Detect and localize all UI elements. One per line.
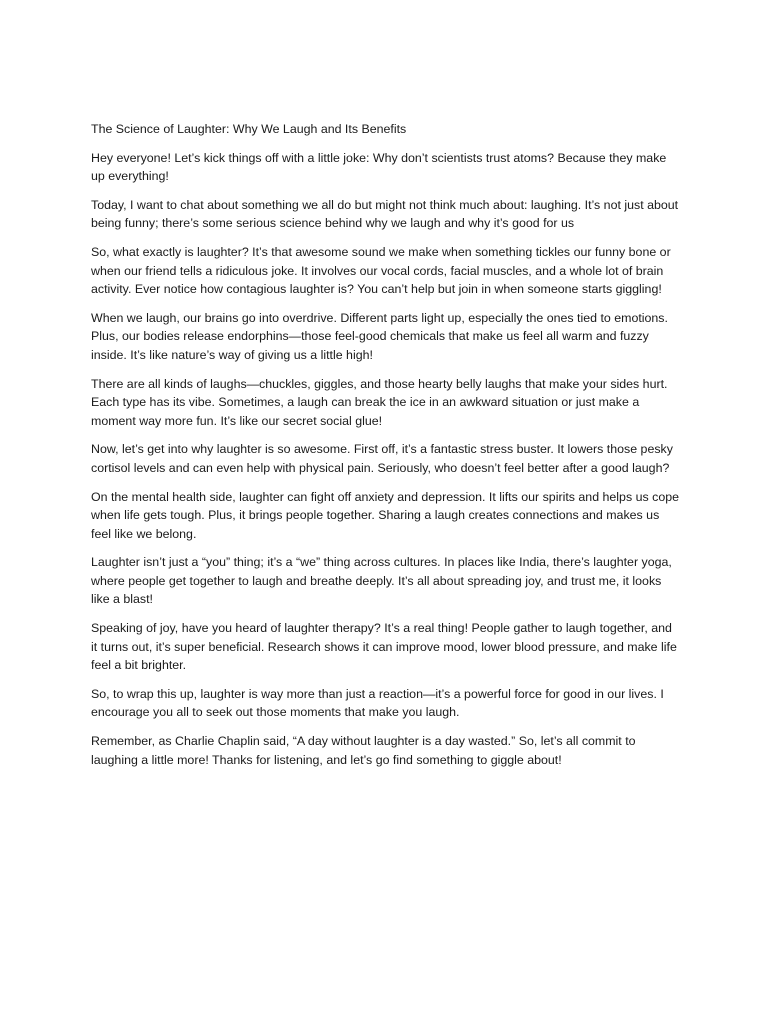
paragraph-mental-health: On the mental health side, laughter can fight off anxiety and depression. It lifts our spirits and helps us cope when life gets tough. Plus, it brings people together. Sharing a laugh creates connections and makes us feel like we belong. [91,489,679,541]
document-title: The Science of Laughter: Why We Laugh and Its Benefits [91,122,407,136]
paragraph-topic: Today, I want to chat about something we all do but might not think much about: laughing. It’s not just about being funny; there’s some serious science behind why we laugh and why it’s good for us [91,197,679,231]
paragraph-stress-benefits: Now, let’s get into why laughter is so awesome. First off, it’s a fantastic stress buster. It lowers those pesky cortisol levels and can even help with physical pain. Seriously, who doesn’t feel better after a good laugh? [91,442,673,475]
paragraph-intro-joke: Hey everyone! Let’s kick things off with a little joke: Why don’t scientists trust atoms? Because they make up everything! [91,150,667,184]
paragraph-laughter-therapy: Speaking of joy, have you heard of laughter therapy? It’s a real thing! People gather to laugh together, and it turns out, it’s super beneficial. Research shows it can improve mood, lower blood pressure, and make life feel a bit brighter. [91,621,677,673]
paragraph-what-is-laughter: So, what exactly is laughter? It’s that awesome sound we make when something tickles our funny bone or when our friend tells a ridiculous joke. It involves our vocal cords, facial muscles, and a whole lot of brain activity. Ever notice how contagious laughter is? You can’t help but join in when someone starts giggling! [91,244,671,297]
paragraph-cultures: Laughter isn’t just a “you” thing; it’s a “we” thing across cultures. In places like India, there’s laughter yoga, where people get together to laugh and breathe deeply. It’s all about spreading joy, and trust me, it looks like a blast! [91,555,672,607]
paragraph-closing-quote: Remember, as Charlie Chaplin said, “A day without laughter is a day wasted.” So, let’s all commit to laughing a little more! Thanks for listening, and let’s go find something to giggle about! [91,734,636,767]
paragraph-brain-response: When we laugh, our brains go into overdrive. Different parts light up, especially the ones tied to emotions. Plus, our bodies release endorphins—those feel-good chemicals that make us feel all warm and fuzzy inside. It’s like nature’s way of giving us a little high! [91,310,668,362]
paragraph-types-of-laughs: There are all kinds of laughs—chuckles, giggles, and those hearty belly laughs that make your sides hurt. Each type has its vibe. Sometimes, a laugh can break the ice in an awkward situation or just make a moment way more fun. It’s like our secret social glue! [91,376,668,428]
paragraph-conclusion: So, to wrap this up, laughter is way more than just a reaction—it’s a powerful force for good in our lives. I encourage you all to seek out those moments that make you laugh. [91,686,664,720]
document-body [91,120,681,779]
